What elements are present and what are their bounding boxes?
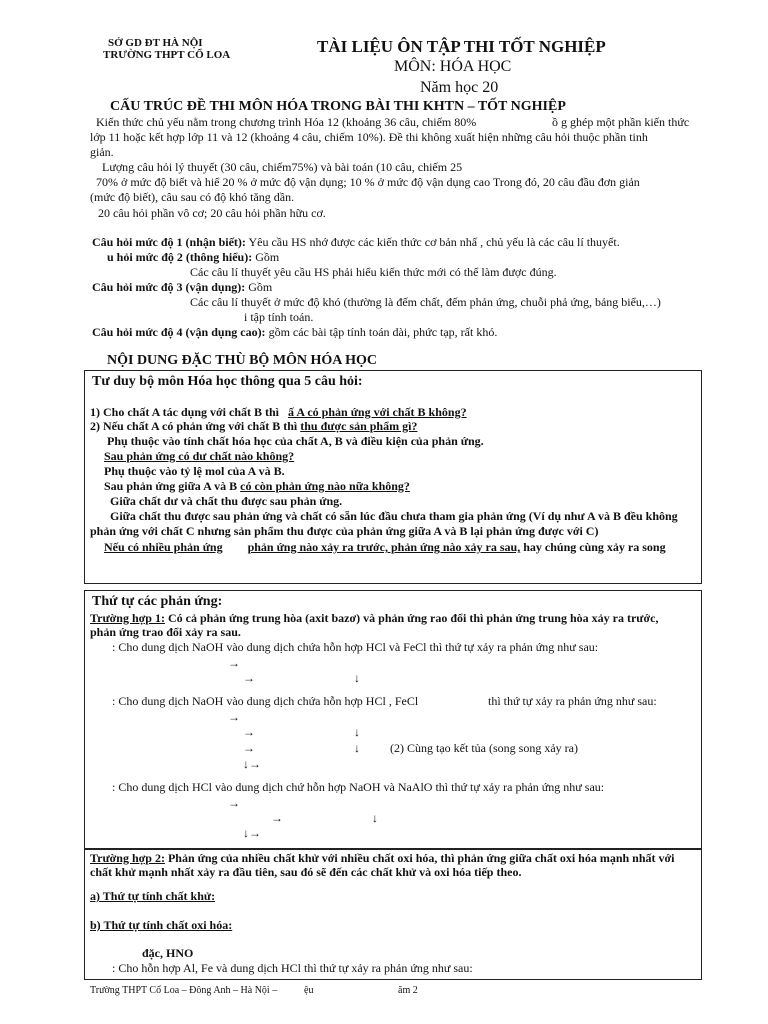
- example1-arrow-down: ↓: [354, 671, 360, 685]
- level2-text: Gồm: [255, 250, 280, 264]
- hno-text: đặc, HNO: [142, 946, 194, 960]
- para-topic-split: 20 câu hỏi phần vô cơ; 20 câu hỏi phần hữu cơ.: [98, 206, 326, 220]
- oxidizing-order-label: b) Thứ tự tính chất oxi hóa:: [90, 918, 233, 932]
- question-4-underlined: có còn phản ứng nào nữa không?: [240, 479, 410, 493]
- case2-text-line1: Phản ứng của nhiều chất khử với nhiều chất oxi hóa, thì phản ứng giữa chất oxi hóa mạnh nhất với: [167, 851, 675, 865]
- department-name: SỞ GD ĐT HÀ NỘI: [108, 37, 203, 49]
- footer-right: ăm 2: [398, 985, 418, 996]
- para-question-ratio: Lượng câu hỏi lý thuyết (30 câu, chiếm75%) và bài toán (10 câu, chiếm 25: [102, 160, 463, 174]
- level2-detail: Các câu lí thuyết yêu cầu HS phải hiểu kiến thức mới có thể làm được đúng.: [190, 265, 557, 279]
- case2-label: Trường hợp 2:: [90, 851, 165, 865]
- footer-left: Trường THPT Cổ Loa – Đông Anh – Hà Nội –: [90, 985, 278, 996]
- five-questions-title: Tư duy bộ môn Hóa học thông qua 5 câu hỏi:: [92, 374, 363, 389]
- case2-text-line2: chất khử mạnh nhất xảy ra đầu tiên, sau đó sẽ đến các chất khử và oxi hóa tiếp theo.: [90, 865, 522, 879]
- section-specifics-heading: NỘI DUNG ĐẶC THÙ BỘ MÔN HÓA HỌC: [107, 353, 378, 368]
- example2-arrow1: →: [228, 710, 240, 724]
- section-structure-heading: CẤU TRÚC ĐỀ THI MÔN HÓA TRONG BÀI THI KHTN – TỐT NGHIỆP: [110, 99, 566, 114]
- question-2-underlined: thu được sản phẩm gì?: [300, 419, 418, 433]
- para-levels-line1: 70% ở mức độ biết và hiể 20 % ở mức độ vận dụng; 10 % ở mức độ vận dụng cao Trong đó, 20 câu đầu đơn giản: [96, 175, 640, 189]
- case1-label: Trường hợp 1:: [90, 611, 165, 625]
- school-year: Năm học 20: [420, 79, 499, 96]
- example2-arrow-combo: ↓→: [243, 757, 261, 771]
- example2-arrow3: →: [243, 741, 255, 755]
- case1-text-line1: Có cả phản ứng trung hòa (axit bazơ) và phản ứng rao đổi thì phản ứng trung hòa xảy ra trước,: [167, 611, 659, 625]
- question-5-underlined: phản ứng nào xảy ra trước, phản ứng nào xảy ra sau,: [247, 540, 521, 554]
- question-4: [104, 479, 410, 494]
- level3-detail1: Các câu lí thuyết ở mức độ khó (thường là đếm chất, đếm phản ứng, chuỗi phả ứng, bảng biểu,…): [190, 295, 661, 309]
- level1-text: Yêu cầu HS nhớ được các kiến thức cơ bản nhấ , chủ yếu là các câu lí thuyết.: [248, 235, 620, 249]
- para-knowledge-line1b: ồ g ghép một phần kiến thức: [552, 115, 690, 129]
- question-4-answer1: Giữa chất dư và chất thu được sau phản ứng.: [110, 494, 343, 508]
- level3-detail2: i tập tính toán.: [244, 310, 314, 324]
- example3-arrow-down: ↓: [372, 811, 378, 825]
- example2-text-a: : Cho dung dịch NaOH vào dung dịch chứa hỗn hợp HCl , FeCl: [112, 694, 419, 708]
- question-5-suffix: hay chúng cùng xảy ra song: [523, 540, 666, 554]
- level4-line: [92, 325, 497, 340]
- para-levels-line2: (mức độ biết), câu sau có độ khó tăng dần.: [90, 190, 295, 204]
- level2-label: u hỏi mức độ 2 (thông hiểu):: [107, 250, 253, 264]
- example1-arrow1: →: [228, 656, 240, 670]
- question-1-prefix: 1) Cho chất A tác dụng với chất B thì: [90, 405, 279, 419]
- case2-line1: [90, 851, 675, 866]
- document-title: TÀI LIỆU ÔN TẬP THI TỐT NGHIỆP: [317, 37, 606, 56]
- level1-label: Câu hỏi mức độ 1 (nhận biết):: [92, 235, 246, 249]
- footer-mid: ệu: [304, 985, 314, 996]
- reducing-order-label: a) Thứ tự tính chất khử:: [90, 889, 216, 903]
- level3-line: [92, 280, 272, 295]
- example2-arrow-down1: ↓: [354, 725, 360, 739]
- question-4-answer2-line1: Giữa chất thu được sau phản ứng và chất có sẵn lúc đầu chưa tham gia phản ứng (Ví dụ như A và B đều không: [110, 509, 678, 523]
- example2-note: (2) Cùng tạo kết tủa (song song xảy ra): [390, 741, 578, 755]
- question-2: [90, 419, 417, 434]
- question-5-prefix: Nếu có nhiều phản ứng: [104, 540, 223, 554]
- reaction-order-title: Thứ tự các phản ứng:: [92, 594, 223, 609]
- example3-text: : Cho dung dịch HCl vào dung dịch chứ hỗn hợp NaOH và NaAlO thì thứ tự xảy ra phản ứng như sau:: [112, 780, 605, 794]
- question-3-answer: Phụ thuộc vào tỷ lệ mol của A và B.: [104, 464, 285, 478]
- example2-arrow-down2: ↓: [354, 741, 360, 755]
- level1-line: [92, 235, 620, 250]
- para-knowledge-line2: lớp 11 hoặc kết hợp lớp 11 và 12 (khoảng 4 câu, chiếm 10%). Đề thi không xuất hiện những câu hỏi thuộc phần tinh: [90, 130, 648, 144]
- example2-text-b: thì thứ tự xảy ra phản ứng như sau:: [488, 694, 657, 708]
- question-2-prefix: 2) Nếu chất A có phản ứng với chất B thì: [90, 419, 298, 433]
- level4-text: gồm các bài tập tính toán dài, phức tạp, rất khó.: [268, 325, 498, 339]
- example2-arrow2: →: [243, 725, 255, 739]
- question-4-prefix: Sau phản ứng giữa A và B: [104, 479, 238, 493]
- school-name: TRƯỜNG THPT CỔ LOA: [103, 49, 231, 61]
- level4-label: Câu hỏi mức độ 4 (vận dụng cao):: [92, 325, 266, 339]
- example3-arrow1: →: [228, 796, 240, 810]
- example1-text: : Cho dung dịch NaOH vào dung dịch chứa hỗn hợp HCl và FeCl thì thứ tự xảy ra phản ứng như sau:: [112, 640, 599, 654]
- question-3: Sau phản ứng có dư chất nào không?: [104, 449, 295, 463]
- para-knowledge-line1a: Kiến thức chủ yếu nằm trong chương trình Hóa 12 (khoảng 36 câu, chiếm 80%: [96, 115, 477, 129]
- example3-arrow-combo: ↓→: [243, 826, 261, 840]
- example3-arrow2: →: [271, 811, 283, 825]
- question-1-underlined: ấ A có phản ứng với chất B không?: [288, 405, 467, 419]
- level2-line: [107, 250, 279, 265]
- case1-line1: [90, 611, 658, 626]
- subject-title: MÔN: HÓA HỌC: [394, 58, 512, 75]
- question-5: [104, 540, 666, 555]
- level3-text: Gồm: [248, 280, 273, 294]
- question-2-answer: Phụ thuộc vào tính chất hóa học của chất A, B và điều kiện của phản ứng.: [107, 434, 484, 448]
- example4-text: : Cho hỗn hợp Al, Fe và dung dịch HCl thì thứ tự xảy ra phản ứng như sau:: [112, 961, 473, 975]
- question-1: [90, 405, 467, 420]
- case1-text-line2: phản ứng trao đổi xảy ra sau.: [90, 625, 241, 639]
- example1-arrow2: →: [243, 671, 255, 685]
- question-4-answer2-line2: phản ứng với chất C nhưng sản phẩm thu được của phản ứng giữa A và B lại phản ứng được với C): [90, 524, 599, 538]
- level3-label: Câu hỏi mức độ 3 (vận dụng):: [92, 280, 246, 294]
- para-knowledge-line3: giản.: [90, 145, 114, 159]
